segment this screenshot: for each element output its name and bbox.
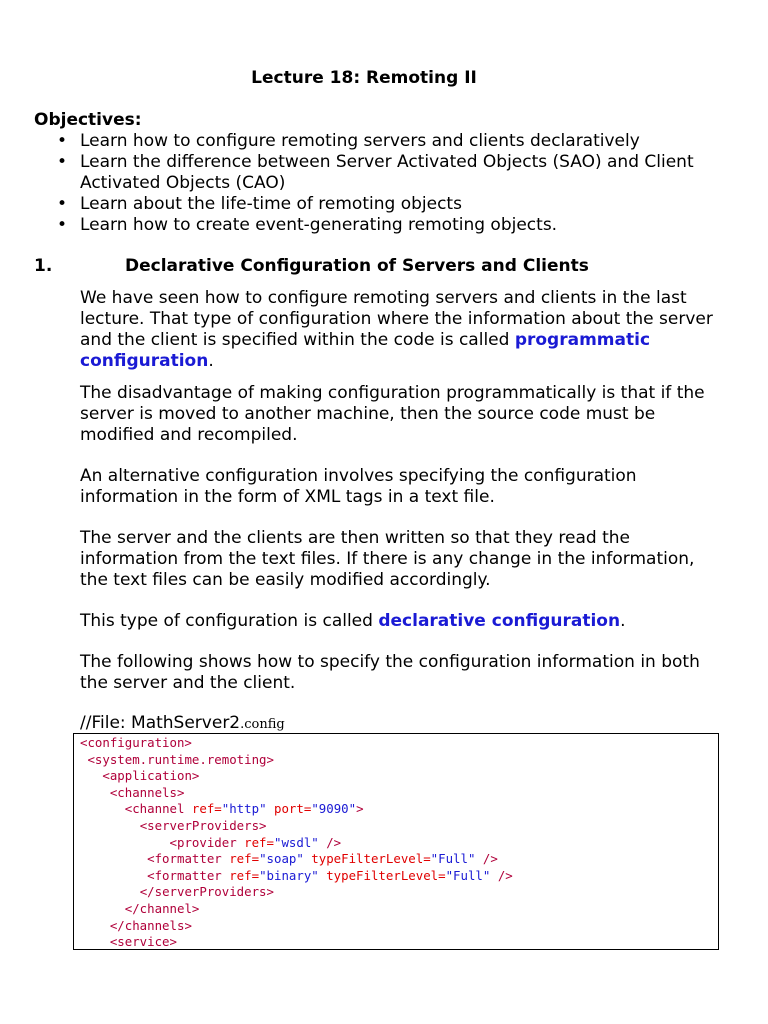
objective-item: • Learn how to configure remoting servers and clients declaratively [80,131,720,152]
page-title [0,68,768,88]
code-listing [73,733,719,950]
objective-item: • Learn how to create event-generating remoting objects. [80,215,720,236]
term-declarative-configuration: declarative configuration [378,611,621,631]
term-programmatic-configuration: programmatic configuration [80,330,651,371]
paragraph-disadvantage: The disadvantage of making configuration programmatically is that if the server is moved to another machine, then the source code must be modified and recompiled. [80,383,705,445]
paragraph-text: This type of configuration is called [80,611,379,631]
file-name: //File: MathServer2 [80,713,241,733]
paragraph-text: We have seen how to configure remoting servers and clients in the last lecture. That type of configuration where the information about the server and the client is specified within the code is called [80,288,713,350]
paragraph-end: . [208,351,214,371]
paragraph-end: . [620,611,626,631]
paragraph-programmatic [80,288,720,372]
paragraph-following: The following shows how to specify the configuration information in both the server and the client. [80,652,700,693]
page-title-text: Lecture 18: Remoting II [251,68,477,88]
objectives-list [80,131,720,236]
section-title: Declarative Configuration of Servers and Clients [125,256,589,276]
paragraph-read-text-files: The server and the clients are then written so that they read the information from the text files. If there is any change in the information, the text files can be easily modified accordingly. [80,528,695,590]
objective-item: • Learn the difference between Server Activated Objects (SAO) and Client Activated Objects (CAO) [80,152,720,194]
objectives-heading: Objectives: [34,110,142,130]
paragraph-alternative: An alternative configuration involves specifying the configuration information in the form of XML tags in a text file. [80,466,637,507]
paragraph-declarative [80,611,720,632]
section-number: 1. [34,256,53,276]
section-heading [34,256,734,276]
file-label [80,713,285,733]
objective-item: • Learn about the life-time of remoting objects [80,194,720,215]
code-block: <configuration> <system.runtime.remoting> <application> <channels> <channel ref="http" port="9090"> <serverProviders> <provider ref="wsdl" /> <formatter ref="soap" typeFilterLevel="Full" /> <formatter ref="binary" typeFilterLevel="Full" /> </serverProviders> </channel> </channels> <service> [80,735,513,950]
file-extension: .config [240,717,285,732]
